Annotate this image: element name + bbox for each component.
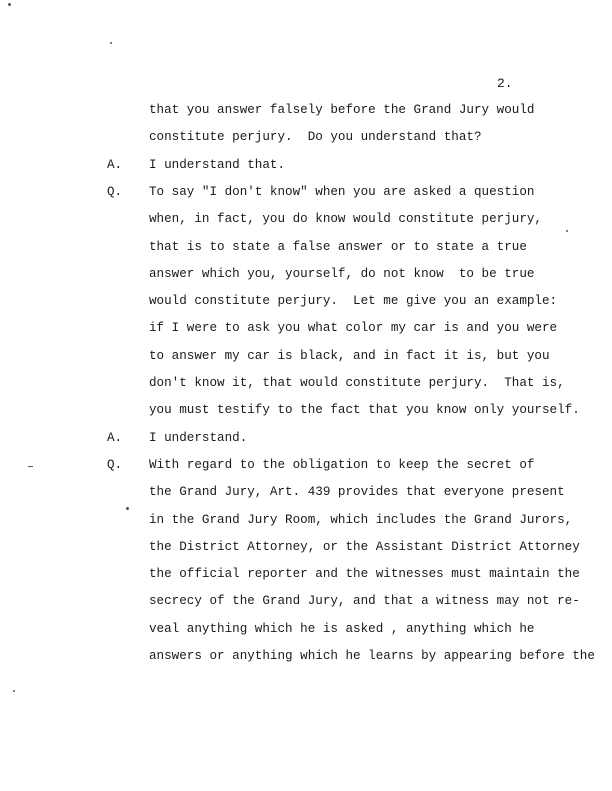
transcript-line: I understand that. xyxy=(149,157,286,172)
scan-speck xyxy=(126,507,129,510)
transcript-line: the official reporter and the witnesses must maintain the xyxy=(149,567,580,582)
transcript-line: secrecy of the Grand Jury, and that a witness may not re- xyxy=(149,594,580,609)
transcript-line: I understand. xyxy=(149,430,248,445)
transcript-line: the District Attorney, or the Assistant District Attorney xyxy=(149,539,580,554)
transcript-line: the Grand Jury, Art. 439 provides that everyone present xyxy=(149,485,565,500)
transcript-line: in the Grand Jury Room, which includes the Grand Jurors, xyxy=(149,512,573,527)
transcript-line: would constitute perjury. Let me give you an example: xyxy=(149,294,558,309)
transcript-line: constitute perjury. Do you understand that? xyxy=(149,130,482,145)
scan-speck xyxy=(110,42,112,44)
speaker-label: A. xyxy=(107,430,123,445)
transcript-line: that you answer falsely before the Grand Jury would xyxy=(149,103,535,117)
transcript-line: to answer my car is black, and in fact it is, but you xyxy=(149,348,550,363)
transcript-line: when, in fact, you do know would constitute perjury, xyxy=(149,212,542,227)
transcript-line: veal anything which he is asked , anything which he xyxy=(149,621,535,636)
transcript-line: don't know it, that would constitute perjury. That is, xyxy=(149,376,565,390)
scan-speck xyxy=(566,230,568,232)
transcript-line: answers or anything which he learns by appearing before the xyxy=(149,649,595,663)
transcript-line: you must testify to the fact that you know only yourself. xyxy=(149,403,580,418)
scan-speck xyxy=(13,690,15,692)
transcript-line: that is to state a false answer or to state a true xyxy=(149,239,527,254)
transcript-line: With regard to the obligation to keep the secret of xyxy=(149,457,535,472)
speaker-label: Q. xyxy=(107,457,123,472)
page-number: 2. xyxy=(497,76,513,91)
transcript-line: To say "I don't know" when you are asked a question xyxy=(149,184,535,199)
scan-speck xyxy=(8,3,11,6)
transcript-line: answer which you, yourself, do not know to be true xyxy=(149,266,535,281)
scan-speck xyxy=(28,466,33,467)
speaker-label: Q. xyxy=(107,184,123,199)
transcript-line: if I were to ask you what color my car is and you were xyxy=(149,321,558,336)
speaker-label: A. xyxy=(107,157,123,172)
